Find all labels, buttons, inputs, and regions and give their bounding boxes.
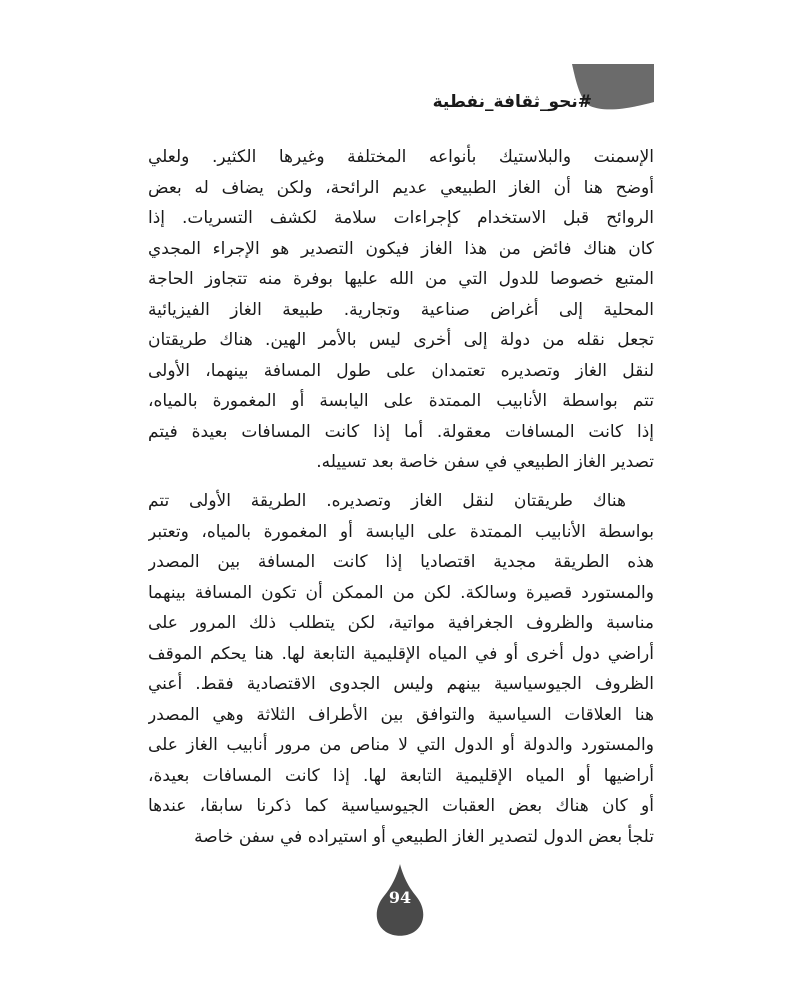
text-line: تصدير الغاز الطبيعي في سفن خاصة بعد تسييله. [316, 452, 654, 472]
text-line: بواسطة الأنابيب الممتدة على اليابسة أو المغمورة بالمياه، وتعتبر [148, 521, 654, 542]
text-line: هنا العلاقات السياسية والتوافق بين الأطراف الثلاثة وهي المصدر [148, 704, 654, 725]
text-line: الإسمنت والبلاستيك بأنواعه المختلفة وغيرها الكثير. ولعلي [148, 147, 654, 167]
text-line: المحلية إلى أغراض صناعية وتجارية. طبيعة الغاز الفيزيائية [148, 299, 654, 320]
text-line: الروائح قبل الاستخدام كإجراءات سلامة لكشف التسريات. إذا [148, 208, 654, 228]
text-line: تجعل نقله من دولة إلى أخرى ليس بالأمر الهين. هناك طريقتان [148, 330, 654, 350]
text-line: والمستورد والدولة أو الدول التي لا مناص من مرور أنابيب الغاز على [148, 735, 654, 755]
text-line: المتبع خصوصا للدول التي من الله عليها بوفرة منه تتجاوز الحاجة [148, 269, 654, 289]
text-line: هذه الطريقة مجدية اقتصاديا إذا كانت المسافة بين المصدر [148, 552, 654, 572]
text-line: هناك طريقتان لنقل الغاز وتصديره. الطريقة الأولى تتم [148, 491, 626, 511]
text-line: أو كان هناك بعض العقبات الجيوسياسية كما ذكرنا سابقا، عندها [148, 796, 654, 816]
text-line: تلجأ بعض الدول لتصدير الغاز الطبيعي أو استيراده في سفن خاصة [194, 826, 654, 847]
text-line: أراضيها أو المياه الإقليمية التابعة لها. إذا كانت المسافات بعيدة، [148, 765, 654, 786]
text-line: لنقل الغاز وتصديره تعتمدان على طول المسافة بينهما، الأولى [148, 360, 654, 381]
text-line: إذا كانت المسافات معقولة. أما إذا كانت المسافات بعيدة فيتم [148, 421, 654, 442]
paragraph-2 [148, 486, 654, 852]
text-line: أوضح هنا أن الغاز الطبيعي عديم الرائحة، ولكن يضاف له بعض [148, 177, 654, 198]
text-line: والمستورد قصيرة وسالكة. لكن من الممكن أن تكون المسافة بينهما [148, 582, 654, 603]
text-line: الظروف الجيوسياسية بينهم وليس الجدوى الاقتصادية فقط. أعني [148, 674, 654, 694]
text-line: مناسبة والظروف الجغرافية مواتية، لكن يتطلب ذلك المرور على [148, 613, 654, 633]
text-line: أراضي دول أخرى أو في المياه الإقليمية التابعة لها. هنا يحكم الموقف [148, 643, 654, 664]
paragraph-1 [148, 142, 654, 478]
book-hashtag-title: #نحو_ثقافة_نفطية [432, 92, 592, 112]
text-line: كان هناك فائض من هذا الغاز فيكون التصدير هو الإجراء المجدي [148, 238, 654, 259]
page-number: 94 [388, 888, 412, 907]
text-line: تتم بواسطة الأنابيب الممتدة على اليابسة أو المغمورة بالمياه، [148, 391, 654, 411]
